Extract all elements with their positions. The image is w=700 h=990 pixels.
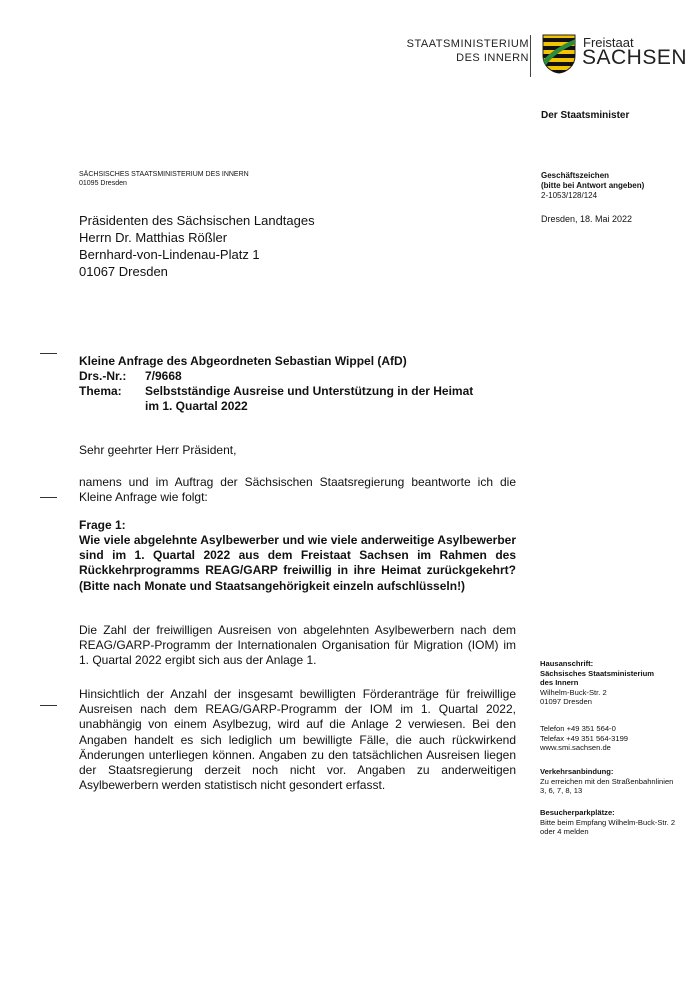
letter-date: Dresden, 18. Mai 2022 bbox=[541, 214, 633, 224]
question-text: Wie viele abgelehnte Asylbewerber und wie viele anderweitige Asylbewerber sind im 1. Quartal 2022 aus dem Freistaat Sachsen im Rahmen des Rückkehrprogramms REAG/GARP freiwillig in ihre Heimat zurückgekehrt? (Bitte nach Monate und Staatsangehörigkeit einzeln aufschlüsseln!) bbox=[79, 533, 516, 593]
phone-number: Telefon +49 351 564-0 bbox=[540, 724, 616, 733]
sender-address bbox=[79, 170, 249, 188]
fold-mark bbox=[40, 705, 57, 706]
transport-text: Zu erreichen mit den Straßenbahnlinien 3, 6, 7, 8, 13 bbox=[540, 776, 674, 796]
parking-heading: Besucherparkplätze: bbox=[540, 808, 615, 817]
sidebar-contact bbox=[540, 724, 680, 753]
address-line-2: des Innern bbox=[540, 678, 579, 688]
reference-hint: (bitte bei Antwort angeben) bbox=[541, 181, 645, 190]
subject-block bbox=[79, 354, 575, 414]
recipient-address bbox=[79, 212, 315, 280]
sidebar-address bbox=[540, 659, 680, 707]
punch-mark bbox=[40, 497, 57, 498]
thema-line-1: Selbstständige Ausreise und Unterstützung in der Heimat bbox=[145, 384, 474, 398]
address-line-1: Sächsisches Staatsministerium bbox=[540, 668, 654, 678]
reference-label: Geschäftszeichen bbox=[541, 171, 610, 180]
fold-mark bbox=[40, 353, 57, 354]
coat-of-arms-icon bbox=[542, 34, 576, 74]
minister-title: Der Staatsminister bbox=[541, 110, 630, 121]
address-heading: Hausanschrift: bbox=[540, 659, 594, 668]
thema-line-2: im 1. Quartal 2022 bbox=[145, 399, 248, 413]
answer-paragraph-1: Die Zahl der freiwilligen Ausreisen von abgelehnten Asylbewerbern nach dem REAG/GARP-Programm der Internationalen Organisation für Migration (IOM) im 1. Quartal 2022 ergibt sich aus der Anlage 1. bbox=[79, 623, 516, 668]
recipient-line-3: Bernhard-von-Lindenau-Platz 1 bbox=[79, 247, 260, 262]
recipient-line-4: 01067 Dresden bbox=[79, 264, 168, 279]
thema-value bbox=[145, 384, 575, 414]
sender-line-2: 01095 Dresden bbox=[79, 180, 127, 187]
thema-label: Thema: bbox=[79, 384, 122, 398]
sidebar-transport bbox=[540, 767, 680, 796]
reference-block bbox=[541, 171, 644, 201]
question-title: Frage 1: bbox=[79, 518, 126, 532]
address-line-3: Wilhelm-Buck-Str. 2 bbox=[540, 687, 607, 697]
sidebar-parking bbox=[540, 808, 680, 837]
recipient-line-2: Herrn Dr. Matthias Rößler bbox=[79, 230, 228, 245]
recipient-line-1: Präsidenten des Sächsischen Landtages bbox=[79, 213, 315, 228]
answer-paragraph-2: Hinsichtlich der Anzahl der insgesamt bewilligten Förderanträge für freiwillige Ausreisen nach dem REAG/GARP-Programm der IOM im 1. Quartal 2022, unabhängig von einem Asylbezug, wird auf die Anlage 2 verwiesen. Bei den Angaben handelt es sich lediglich um bewilligte Fälle, die auch rückwirkend Änderungen unterliegen können. Angaben zu den tatsächlichen Ausreisen liegen der Staatsregierung derzeit noch nicht vor. Angaben zu anderweitigen Asylbewerbern werden statistisch nicht gesondert erfasst. bbox=[79, 687, 516, 793]
website-link[interactable]: www.smi.sachsen.de bbox=[540, 743, 611, 753]
ministry-name bbox=[407, 37, 529, 65]
sachsen-label: SACHSEN bbox=[582, 46, 688, 69]
reference-number: 2-1053/128/124 bbox=[541, 191, 598, 200]
drs-value: 7/9668 bbox=[145, 369, 182, 383]
intro-paragraph: namens und im Auftrag der Sächsischen Staatsregierung beantworte ich die Kleine Anfrage wie folgt: bbox=[79, 475, 516, 505]
header-divider bbox=[530, 35, 531, 77]
fax-number: Telefax +49 351 564-3199 bbox=[540, 733, 629, 743]
subject-title: Kleine Anfrage des Abgeordneten Sebastian Wippel (AfD) bbox=[79, 354, 407, 368]
freistaat-label: Freistaat bbox=[583, 35, 634, 50]
sender-line-1: SÄCHSISCHES STAATSMINISTERIUM DES INNERN bbox=[79, 171, 249, 178]
ministry-line-1: STAATSMINISTERIUM bbox=[406, 38, 529, 50]
drs-label: Drs.-Nr.: bbox=[79, 369, 127, 383]
ministry-line-2: DES INNERN bbox=[456, 52, 529, 64]
parking-text: Bitte beim Empfang Wilhelm-Buck-Str. 2 oder 4 melden bbox=[540, 817, 676, 837]
address-line-4: 01097 Dresden bbox=[540, 697, 592, 707]
salutation: Sehr geehrter Herr Präsident, bbox=[79, 443, 237, 457]
transport-heading: Verkehrsanbindung: bbox=[540, 767, 614, 776]
